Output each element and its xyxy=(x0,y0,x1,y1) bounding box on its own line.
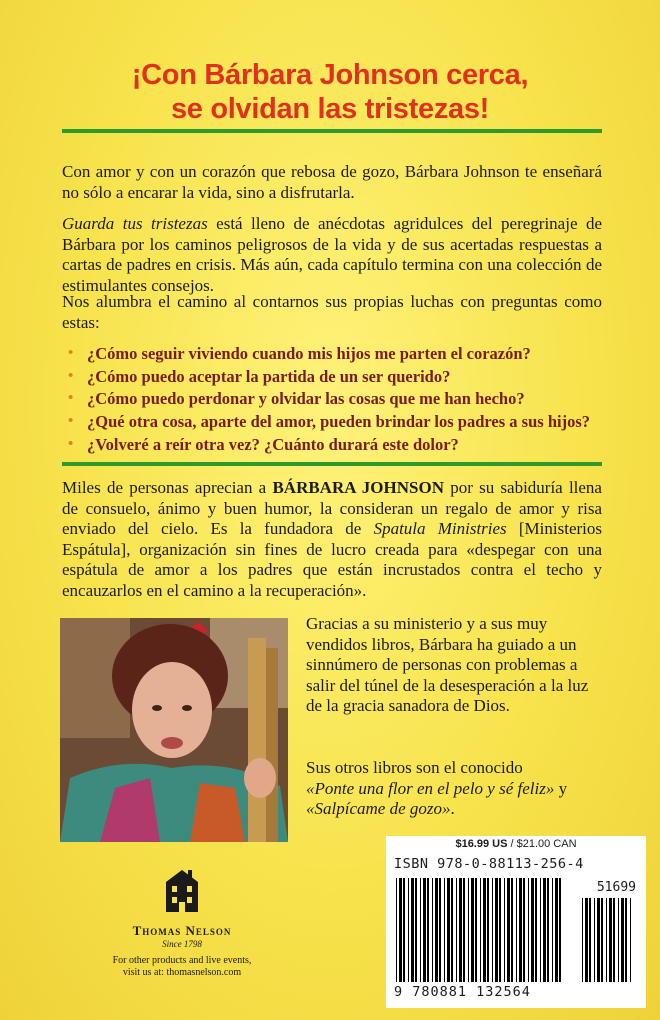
barcode-bar xyxy=(495,878,498,982)
headline-line1: ¡Con Bárbara Johnson cerca, xyxy=(131,59,529,91)
ministry-name: Spatula Ministries xyxy=(373,519,507,538)
barcode-bar xyxy=(411,878,414,982)
bio-text-2: por su sabiduría llena de consuelo, ánimo y buen humor, la consideran un regalo de amor y risa enviado del cielo. Es la fundadora de xyxy=(62,478,602,538)
questions-list xyxy=(68,344,608,457)
publisher-website: visit us at: thomasnelson.com xyxy=(122,967,242,978)
other-books-lead: Sus otros libros son el conocido xyxy=(306,758,523,777)
price-can: / $21.00 CAN xyxy=(507,838,577,850)
question-item xyxy=(68,344,608,367)
barcode-bar xyxy=(618,898,619,982)
question-text: ¿Qué otra cosa, aparte del amor, pueden brindar los padres a sus hijos? xyxy=(87,412,590,432)
publisher-info-line1: For other products and live events, xyxy=(112,955,252,966)
barcode-bar xyxy=(519,878,522,982)
barcode-bar xyxy=(420,878,421,982)
bullet-icon: • xyxy=(68,390,74,407)
publisher-info xyxy=(92,955,272,979)
barcode-bar xyxy=(432,878,433,982)
barcode-bar xyxy=(463,878,465,982)
barcode-bar xyxy=(415,878,417,982)
barcode-bar xyxy=(555,878,558,982)
barcode-bar xyxy=(528,878,529,982)
barcode-bar xyxy=(625,898,627,982)
barcode-bar xyxy=(585,898,588,982)
bullet-icon: • xyxy=(68,435,74,452)
barcode-bar xyxy=(552,878,553,982)
barcode-bar xyxy=(403,878,405,982)
divider-middle xyxy=(62,462,602,466)
barcode-bar xyxy=(606,898,607,982)
publisher-name: Thomas Nelson xyxy=(132,923,232,938)
question-text: ¿Cómo seguir viviendo cuando mis hijos me parten el corazón? xyxy=(87,344,531,363)
barcode-bar xyxy=(399,878,402,982)
question-text: ¿Cómo puedo aceptar la partida de un ser querido? xyxy=(87,366,451,386)
barcode-bar xyxy=(609,898,612,982)
barcode-bar xyxy=(630,898,631,982)
barcode-bar xyxy=(507,878,510,982)
barcode-bar xyxy=(459,878,462,982)
barcode-bar xyxy=(471,878,474,982)
barcode-bar xyxy=(523,878,525,982)
barcode-bar xyxy=(468,878,469,982)
price-us: $16.99 US xyxy=(455,838,508,850)
publisher-logo-icon xyxy=(162,866,202,914)
author-name: BÁRBARA JOHNSON xyxy=(272,478,444,497)
bullet-icon: • xyxy=(68,413,74,430)
barcode-bar xyxy=(504,878,505,982)
barcode-bar xyxy=(559,878,561,982)
author-photo xyxy=(60,618,288,842)
question-item xyxy=(68,435,608,458)
barcode-bar xyxy=(435,878,438,982)
isbn-text: ISBN 978-0-88113-256-4 xyxy=(394,856,584,872)
barcode-bar xyxy=(613,898,615,982)
barcode-box xyxy=(386,836,646,1008)
barcode-bar xyxy=(531,878,534,982)
barcode-bar xyxy=(492,878,493,982)
barcode-bar xyxy=(475,878,477,982)
barcode-bar xyxy=(427,878,429,982)
other-books xyxy=(306,758,604,820)
barcode-bar xyxy=(621,898,624,982)
intro-paragraph: Con amor y con un corazón que rebosa de gozo, Bárbara Johnson te enseñará no sólo a encarar la vida, sino a disfrutarla. xyxy=(62,162,602,202)
other-books-end: . xyxy=(450,799,455,818)
barcode-bar xyxy=(582,898,583,982)
barcode-bar xyxy=(499,878,501,982)
barcode-bar xyxy=(423,878,426,982)
barcode-bar xyxy=(439,878,441,982)
question-item xyxy=(68,389,608,412)
headline xyxy=(60,58,600,126)
barcode-bar xyxy=(447,878,450,982)
barcode-bar xyxy=(483,878,486,982)
barcode-bar xyxy=(480,878,481,982)
barcode-bar xyxy=(601,898,603,982)
bullet-icon: • xyxy=(68,367,74,384)
question-text: ¿Cómo puedo perdonar y olvidar las cosas que me han hecho? xyxy=(87,389,525,409)
barcode-bar xyxy=(451,878,453,982)
barcode-bar xyxy=(589,898,591,982)
author-photo-illustration xyxy=(60,618,288,842)
barcode-bar xyxy=(444,878,445,982)
barcode-bar xyxy=(396,878,397,982)
barcode-bar xyxy=(456,878,457,982)
other-books-conj: y xyxy=(554,778,568,798)
barcode-supplement xyxy=(582,898,634,982)
divider-top xyxy=(62,129,602,133)
barcode-main xyxy=(396,878,566,982)
question-item xyxy=(68,412,608,435)
barcode-bar xyxy=(597,898,600,982)
bullet-icon: • xyxy=(68,345,74,361)
bio-text-3: [Ministerios Espátula], organización sin fines de lucro creada para «despegar con una espátula de amor a los padres que están incrustados contra el techo y encauzarlos en el camino a la recuperación». xyxy=(62,519,602,600)
ministry-paragraph: Gracias a su ministerio y a sus muy vendidos libros, Bárbara ha guiado a un sinnúmero de personas con problemas a salir del túnel de la desesperación a la luz de la gracia sanadora de Dios. xyxy=(306,614,589,715)
headline-line2: se olvidan las tristezas! xyxy=(170,93,490,125)
questions-intro: Nos alumbra el camino al contarnos sus propias luchas con preguntas como estas: xyxy=(62,292,602,332)
barcode-bar xyxy=(487,878,489,982)
barcode-bar xyxy=(594,898,595,982)
barcode-bar xyxy=(516,878,517,982)
book-description-text: está lleno de anécdotas agridulces del peregrinaje de Bárbara por los caminos peligrosos de la vida y de sus acertadas respuestas a cartas de padres en crisis. Más aún, cada capítulo termina con una colección de estimulantes consejos. xyxy=(62,214,602,295)
author-bio xyxy=(62,478,602,601)
bio-text-1: Miles de personas aprecian a xyxy=(62,478,273,497)
book-title: Guarda tus tristezas xyxy=(62,214,208,233)
book-description xyxy=(62,214,602,296)
ean-number: 9 780881 132564 xyxy=(394,984,531,1000)
price-label xyxy=(416,838,616,850)
question-text: ¿Volveré a reír otra vez? ¿Cuánto durará este dolor? xyxy=(87,434,459,454)
publisher-since: Since 1798 xyxy=(162,939,202,949)
barcode-bar xyxy=(540,878,541,982)
publisher-block xyxy=(92,866,272,949)
barcode-bar xyxy=(535,878,537,982)
book-title-1: «Ponte una flor en el pelo y sé feliz» xyxy=(306,778,555,798)
barcode-bar xyxy=(511,878,513,982)
barcode-bar xyxy=(408,878,409,982)
barcode-bar xyxy=(547,878,549,982)
question-item xyxy=(68,367,608,390)
book-title-2: «Salpícame de gozo» xyxy=(306,799,451,818)
barcode-bar xyxy=(543,878,546,982)
price-supplement: 51699 xyxy=(596,880,636,895)
